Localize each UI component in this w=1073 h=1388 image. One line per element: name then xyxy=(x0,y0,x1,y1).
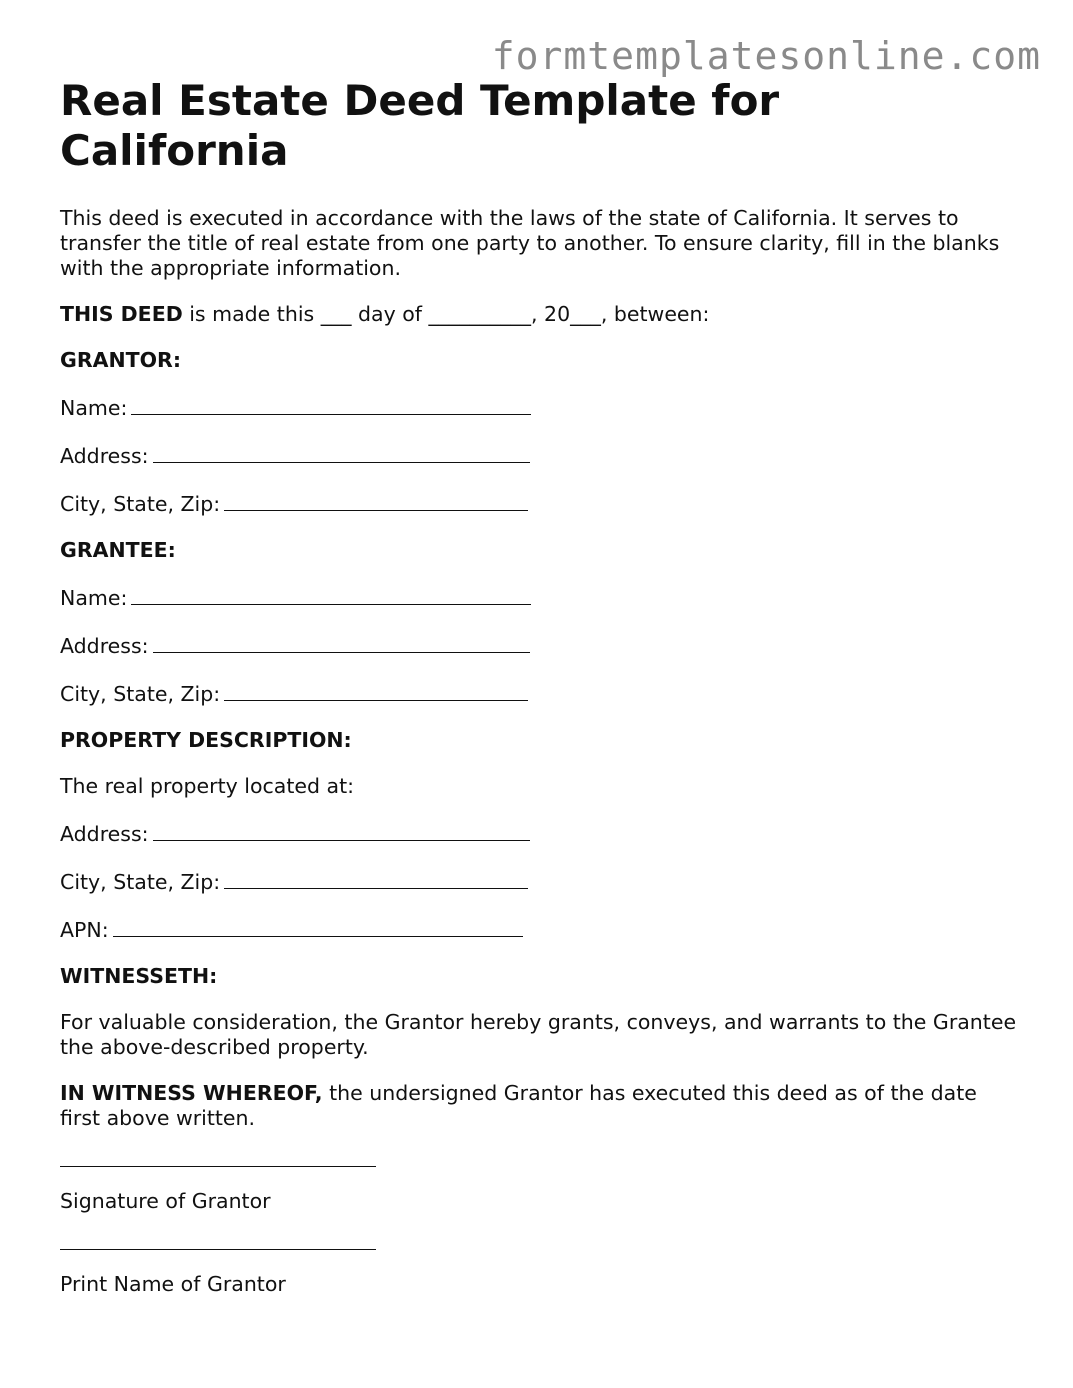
deed-date-rest: is made this ___ day of __________, 20___, between: xyxy=(182,302,710,326)
signature-label: Signature of Grantor xyxy=(60,1189,271,1213)
in-witness-bold: IN WITNESS WHEREOF, xyxy=(60,1081,323,1105)
grantor-address-field[interactable] xyxy=(60,442,1020,469)
grantor-address-label: Address: xyxy=(60,444,149,468)
property-heading: PROPERTY DESCRIPTION: xyxy=(60,728,352,752)
property-apn-field[interactable] xyxy=(60,916,1020,943)
grantor-city-label: City, State, Zip: xyxy=(60,492,221,516)
grantor-address-blank[interactable] xyxy=(153,442,530,463)
witnesseth-text: For valuable consideration, the Grantor hereby grants, conveys, and warrants to the Grantee the above-described property. xyxy=(60,1010,1017,1059)
signature-line[interactable] xyxy=(60,1166,376,1167)
page-title: Real Estate Deed Template for California xyxy=(60,76,780,175)
grantee-address-field[interactable] xyxy=(60,632,1020,659)
watermark: formtemplatesonline.com xyxy=(491,34,1041,78)
grantee-city-label: City, State, Zip: xyxy=(60,682,221,706)
property-intro: The real property located at: xyxy=(60,774,355,798)
property-city-blank[interactable] xyxy=(224,868,528,889)
property-address-blank[interactable] xyxy=(153,820,530,841)
grantee-name-blank[interactable] xyxy=(131,584,531,605)
deed-date-line xyxy=(60,302,1020,327)
grantee-heading: GRANTEE: xyxy=(60,538,176,562)
property-address-label: Address: xyxy=(60,822,149,846)
grantor-city-blank[interactable] xyxy=(224,490,528,511)
in-witness-rest: the undersigned Grantor has executed this deed as of the date first above written. xyxy=(60,1081,977,1130)
grantee-city-blank[interactable] xyxy=(224,680,528,701)
grantor-name-label: Name: xyxy=(60,396,128,420)
intro-paragraph: This deed is executed in accordance with the laws of the state of California. It serves to transfer the title of real estate from one party to another. To ensure clarity, fill in the blanks with the appropriate information. xyxy=(60,206,1000,280)
print-name-label: Print Name of Grantor xyxy=(60,1272,286,1296)
property-city-field[interactable] xyxy=(60,868,1020,895)
witnesseth-heading: WITNESSETH: xyxy=(60,964,218,988)
grantee-address-label: Address: xyxy=(60,634,149,658)
print-name-line[interactable] xyxy=(60,1249,376,1250)
grantor-name-blank[interactable] xyxy=(131,394,531,415)
grantee-name-field[interactable] xyxy=(60,584,1020,611)
grantor-heading: GRANTOR: xyxy=(60,348,182,372)
property-apn-label: APN: xyxy=(60,918,109,942)
grantee-address-blank[interactable] xyxy=(153,632,530,653)
property-city-label: City, State, Zip: xyxy=(60,870,221,894)
in-witness-paragraph xyxy=(60,1081,1020,1131)
deed-date-bold: THIS DEED xyxy=(60,302,183,326)
grantor-city-field[interactable] xyxy=(60,490,1020,517)
grantor-name-field[interactable] xyxy=(60,394,1020,421)
deed-document xyxy=(60,76,1020,1297)
grantee-name-label: Name: xyxy=(60,586,128,610)
property-apn-blank[interactable] xyxy=(113,916,523,937)
property-address-field[interactable] xyxy=(60,820,1020,847)
grantee-city-field[interactable] xyxy=(60,680,1020,707)
